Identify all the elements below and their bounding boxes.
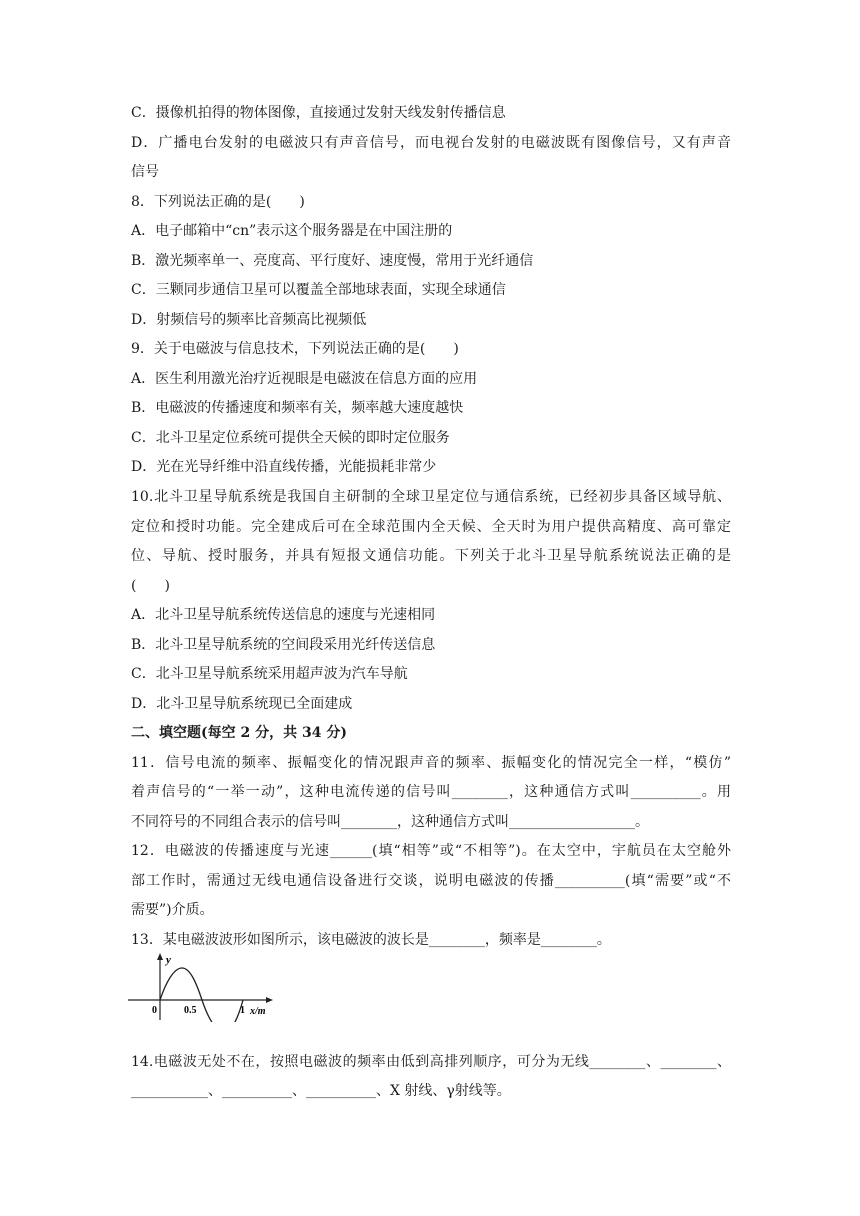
q10-stem-line1: 10.北斗卫星导航系统是我国自主研制的全球卫星定位与通信系统，已经初步具备区域导航、 [131,489,731,505]
q9-option-b: B．电磁波的传播速度和频率有关，频率越大速度越快 [131,400,464,416]
x-axis-label: x/m [250,1006,266,1017]
q9-option-a: A．医生利用激光治疗近视眼是电磁波在信息方面的应用 [131,371,478,387]
x-axis-arrow [266,997,273,1003]
q12-line1: 12．电磁波的传播速度与光速______(填“相等”或“不相等”)。在太空中，宇航员在太空舱外 [131,843,731,859]
tick-half: 0.5 [184,1005,197,1016]
section-heading-fill-in: 二、填空题(每空 2 分，共 34 分) [131,725,347,741]
q11-line1: 11．信号电流的频率、振幅变化的情况跟声音的频率、振幅变化的情况完全一样，“模仿” [131,755,731,771]
y-axis-arrow [157,953,163,960]
q14-line1: 14.电磁波无处不在，按照电磁波的频率由低到高排列顺序，可分为无线________、________、 [131,1054,731,1070]
q8-option-d: D．射频信号的频率比音频高比视频低 [131,312,367,328]
q10-stem-line2: 定位和授时功能。完全建成后可在全球范围内全天候、全天时为用户提供高精度、高可靠定 [131,519,731,535]
q13-stem: 13．某电磁波波形如图所示，该电磁波的波长是________，频率是________。 [131,932,611,948]
tick-origin: 0 [152,1005,157,1016]
q8-stem: 8．下列说法正确的是( ) [131,194,305,210]
q7-option-d-line1: D．广播电台发射的电磁波只有声音信号，而电视台发射的电磁波既有图像信号，又有声音 [131,135,731,151]
q7-option-c: C．摄像机拍得的物体图像，直接通过发射天线发射传播信息 [131,105,506,121]
q10-option-c: C．北斗卫星导航系统采用超声波为汽车导航 [131,666,408,682]
wave-graph [126,952,276,1022]
q12-line2: 部工作时，需通过无线电通信设备进行交谈，说明电磁波的传播__________(填“需要”或“不 [131,873,731,889]
sine-wave [160,968,243,1022]
q10-stem-line4: ( ) [131,578,170,594]
y-axis-label: y [166,954,171,966]
q9-stem: 9．关于电磁波与信息技术，下列说法正确的是( ) [131,341,459,357]
q8-option-b: B．激光频率单一、亮度高、平行度好、速度慢，常用于光纤通信 [131,253,534,269]
q11-line3: 不同符号的不同组合表示的信号叫________，这种通信方式叫__________________。 [131,814,649,830]
q10-option-a: A．北斗卫星导航系统传送信息的速度与光速相同 [131,607,436,623]
q8-option-a: A．电子邮箱中“cn”表示这个服务器是在中国注册的 [131,223,453,239]
q10-stem-line3: 位、导航、授时服务，并具有短报文通信功能。下列关于北斗卫星导航系统说法正确的是 [131,548,731,564]
q8-option-c: C．三颗同步通信卫星可以覆盖全部地球表面，实现全球通信 [131,282,506,298]
q7-option-d-line2: 信号 [131,164,159,180]
tick-one: 1 [240,1005,245,1016]
q14-line2: ___________、__________、__________、X 射线、γ射线等。 [131,1083,511,1099]
q10-option-b: B．北斗卫星导航系统的空间段采用光纤传送信息 [131,637,436,653]
q10-option-d: D．北斗卫星导航系统现已全面建成 [131,696,353,712]
q9-option-d: D．光在光导纤维中沿直线传播，光能损耗非常少 [131,459,437,475]
q11-line2: 着声信号的“一举一动”，这种电流传递的信号叫________，这种通信方式叫__________。用 [131,784,731,800]
q9-option-c: C．北斗卫星定位系统可提供全天候的即时定位服务 [131,430,450,446]
q12-line3: 需要”)介质。 [131,902,214,918]
